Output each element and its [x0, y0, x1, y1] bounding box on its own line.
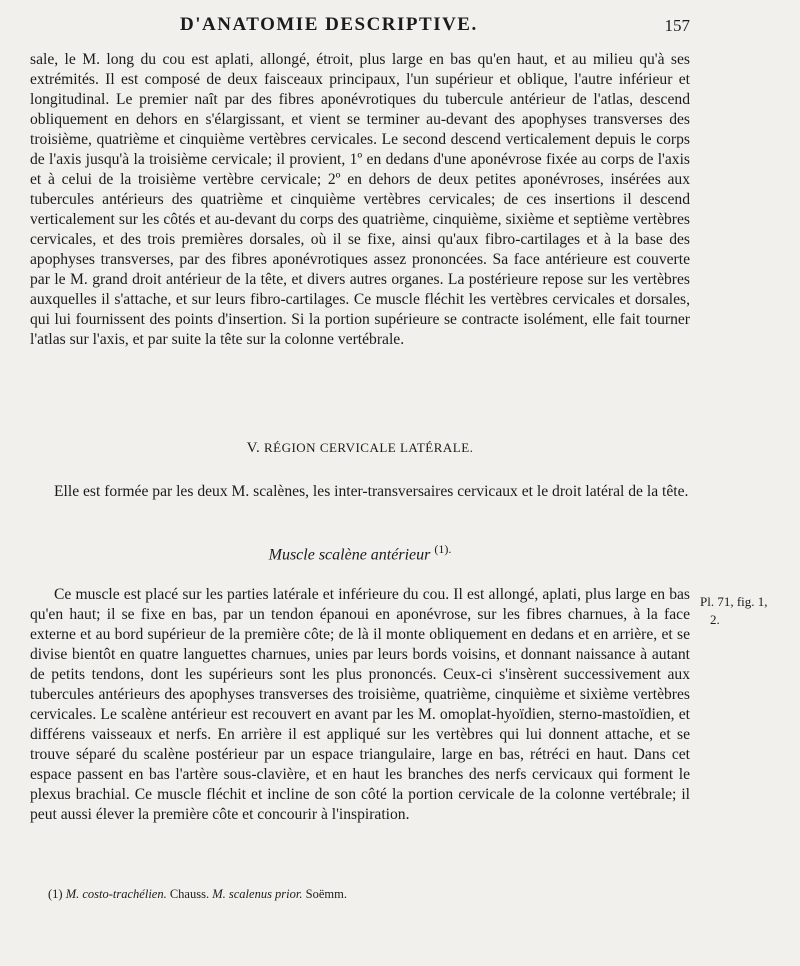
- paragraph-text: sale, le M. long du cou est aplati, allongé, étroit, plus large en bas qu'en haut, et au milieu qu'à ses extrémités. Il est composé de deux faisceaux principaux, l'un supérieur et oblique, l'autre inférieur et longitudinal. Le premier naît par des fibres aponévrotiques du tubercule antérieur de l'atlas, descend obliquement en dehors en s'élargissant, et vient se terminer au-devant des apophyses transverses des troisième, quatrième et cinquième vertèbres cervicales. Le second descend verticalement depuis le corps de l'axis jusqu'à la troisième cervicale; il provient, 1º en dedans d'une aponévrose fixée au corps de l'axis et à celui de la troisième vertèbre cervicale; 2º en dehors de deux petites aponévroses, insérées aux tubercules antérieurs des quatrième et cinquième vertèbres cervicales; de ces insertions il descend verticalement sur les côtés et au-devant du corps des quatrième, cinquième, sixième et septième vertèbres cervicales, et des trois premières dorsales, où il se fixe, ainsi qu'aux fibro-cartilages et à la base des apophyses transverses, par des fibres aponévrotiques assez prononcées. Sa face antérieure est couverte par le M. grand droit antérieur de la tête, et divers autres organes. La postérieure repose sur les vertèbres auxquelles il s'attache, et sur leurs fibro-cartilages. Ce muscle fléchit les vertèbres cervicales et dorsales, qui lui fournissent des points d'insertion. Si la portion supérieure se contracte isolément, elle fait tourner l'atlas sur l'axis, et par suite la tête sur la colonne vertébrale.: [30, 51, 690, 348]
- footnote-marker: (1): [48, 887, 63, 901]
- plate-reference-line: 2.: [710, 612, 720, 627]
- footnote-term: M. costo-trachélien.: [65, 887, 167, 901]
- paragraph-text: Elle est formée par les deux M. scalènes, les inter-transversaires cervicaux et le droit latéral de la tête.: [54, 483, 689, 500]
- section-number: V.: [246, 440, 261, 456]
- paragraph-scalene-anterieur: [30, 585, 690, 825]
- footnote-author: Chauss.: [169, 887, 210, 901]
- running-head: D'ANATOMIE DESCRIPTIVE.: [180, 14, 478, 35]
- page-number: 157: [664, 16, 690, 35]
- footnote-term: M. scalenus prior.: [212, 887, 303, 901]
- section-heading: [30, 440, 690, 457]
- section-title: RÉGION CERVICALE LATÉRALE.: [263, 440, 474, 455]
- page-header: [30, 14, 690, 40]
- plate-reference-line: Pl. 71, fig. 1,: [700, 594, 768, 609]
- footnote: [48, 887, 688, 902]
- muscle-title: Muscle scalène antérieur: [268, 546, 431, 564]
- muscle-subheading: [30, 542, 690, 564]
- footnote-reference: (1).: [434, 542, 452, 556]
- paragraph-long-du-cou: [30, 50, 690, 350]
- footnote-author: Soëmm.: [305, 887, 347, 901]
- paragraph-region-intro: [30, 482, 690, 502]
- paragraph-text: Ce muscle est placé sur les parties latérale et inférieure du cou. Il est allongé, aplati, plus large en bas qu'en haut; il se fixe en bas, par un tendon épanoui en aponévrose, sur les fibres charnues, à la face externe et au bord supérieur de la première côte; de là il monte obliquement en dedans et en arrière, et se divise bientôt en quatre languettes charnues, unies par leurs bords voisins, et donnant naissance à autant de petits tendons, dont les supérieurs sont les plus prononcés. Ceux-ci s'insèrent successivement aux tubercules antérieurs des apophyses transverses des troisième, quatrième, cinquième et sixième vertèbres cervicales. Le scalène antérieur est recouvert en avant par les M. omoplat-hyoïdien, sterno-mastoïdien, et différens vaisseaux et nerfs. En arrière il est appliqué sur les vertèbres qui lui donnent attache, et se trouve séparé du scalène postérieur par un espace triangulaire, large en bas, rétréci en haut. Dans cet espace passent en bas l'artère sous-clavière, et en haut les branches des nerfs cervicaux qui forment le plexus brachial. Ce muscle fléchit et incline de son côté la portion cervicale de la colonne vertébrale; il peut aussi élever la première côte et concourir à l'inspiration.: [30, 586, 690, 823]
- plate-reference-note: [700, 593, 790, 629]
